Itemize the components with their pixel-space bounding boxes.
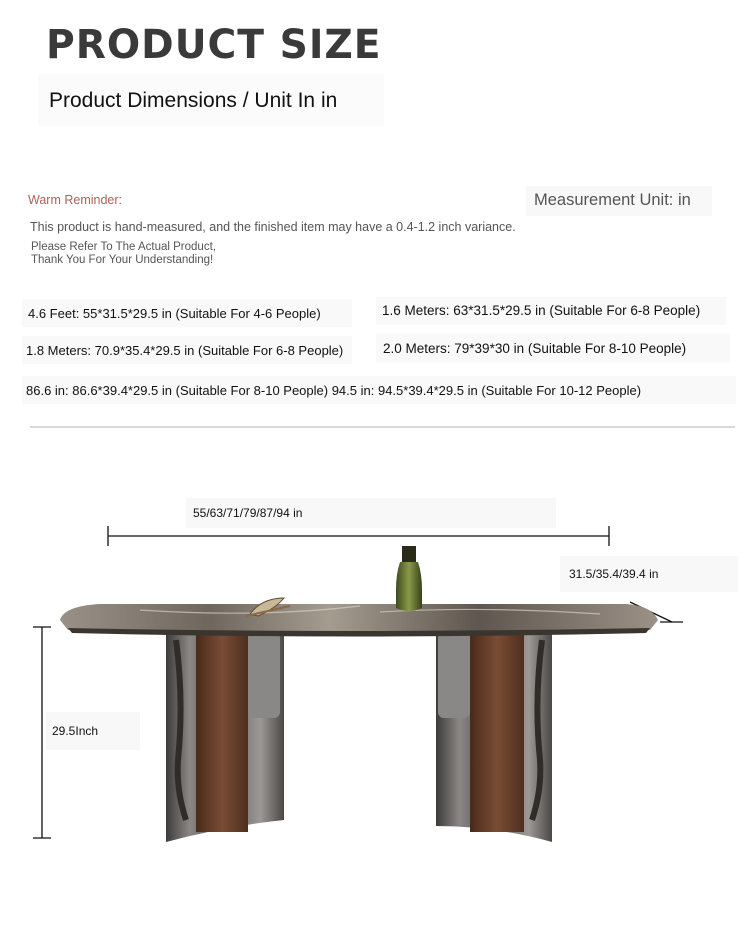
spec-item: 4.6 Feet: 55*31.5*29.5 in (Suitable For 4-6 People) <box>28 306 321 321</box>
refer-line-1: Please Refer To The Actual Product, <box>31 241 216 253</box>
page-title: PRODUCT SIZE <box>46 22 382 68</box>
height-dimension-label: 29.5Inch <box>52 724 99 738</box>
length-dimension-line <box>108 526 609 546</box>
refer-line-2: Thank You For Your Understanding! <box>31 254 214 266</box>
spec-item: 1.8 Meters: 70.9*35.4*29.5 in (Suitable For 6-8 People) <box>26 343 344 358</box>
marble-table-top <box>60 604 658 637</box>
height-dimension-line <box>33 627 51 838</box>
right-table-base <box>436 628 552 842</box>
measurement-unit: Measurement Unit: in <box>534 191 691 209</box>
variance-note: This product is hand-measured, and the finished item may have a 0.4-1.2 inch variance. <box>30 220 516 234</box>
warm-reminder-label: Warm Reminder: <box>28 193 122 207</box>
width-dimension-label: 31.5/35.4/39.4 in <box>569 567 659 581</box>
page-subtitle: Product Dimensions / Unit In in <box>49 89 338 112</box>
spec-item: 2.0 Meters: 79*39*30 in (Suitable For 8-10 People) <box>383 341 687 356</box>
length-dimension-label: 55/63/71/79/87/94 in <box>193 506 303 520</box>
left-table-base <box>166 628 284 842</box>
spec-item: 86.6 in: 86.6*39.4*29.5 in (Suitable For 8-10 People) 94.5 in: 94.5*39.4*29.5 in (Suitable For 10-12 People) <box>26 383 642 398</box>
spec-item: 1.6 Meters: 63*31.5*29.5 in (Suitable For 6-8 People) <box>382 303 701 318</box>
vase-decoration <box>396 546 422 611</box>
